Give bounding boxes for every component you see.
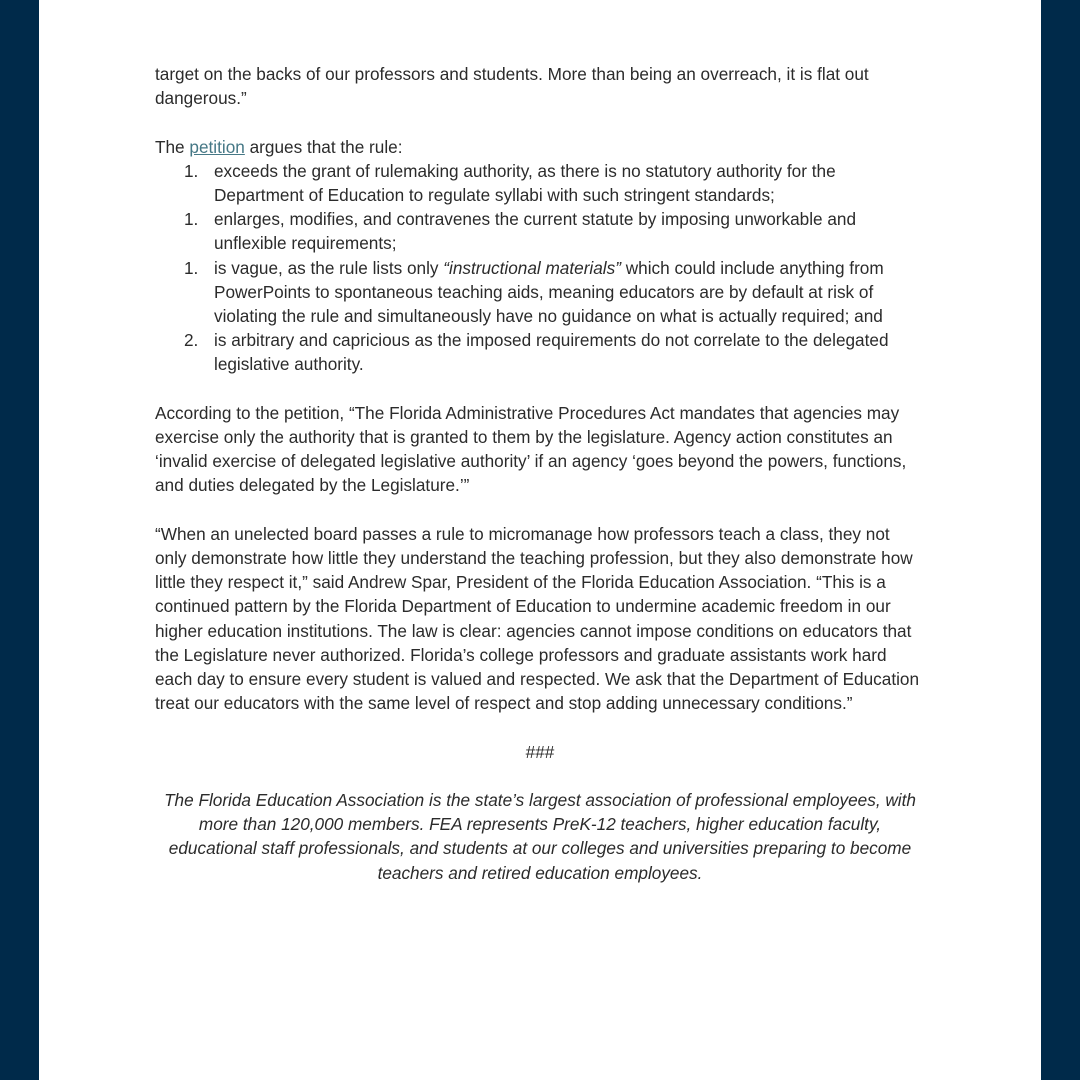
list-item-text-before: is vague, as the rule lists only	[214, 257, 444, 278]
list-item-italic-term: “instructional materials”	[443, 257, 621, 278]
list-number: 1.	[184, 160, 199, 181]
list-number: 1.	[184, 209, 199, 230]
document-page	[39, 0, 1041, 1080]
list-item	[184, 159, 925, 207]
list-item-text: enlarges, modifies, and contravenes the current statute by imposing unworkable and unflexible requirements;	[214, 209, 857, 254]
list-item-text: is arbitrary and capricious as the imposed requirements do not correlate to the delegated legislative authority.	[214, 330, 889, 375]
quote-continuation: target on the backs of our professors and students. More than being an overreach, it is flat out dangerous.”	[155, 64, 869, 109]
petition-intro-before: The	[155, 136, 190, 157]
fea-boilerplate: The Florida Education Association is the state’s largest association of professional employees, with more than 120,000 members. FEA represents PreK-12 teachers, higher education faculty, educational staff professionals, and students at our colleges and universities preparing to become teachers and retired education employees.	[164, 790, 916, 883]
list-item-text: exceeds the grant of rulemaking authority, as there is no statutory authority for the Department of Education to regulate syllabi with such stringent standards;	[214, 160, 836, 205]
petition-link[interactable]: petition	[189, 136, 245, 157]
list-number: 1.	[184, 257, 199, 278]
end-mark: ###	[525, 741, 555, 762]
list-number: 2.	[184, 330, 199, 351]
petition-arguments-list	[155, 159, 925, 377]
petition-intro-after: argues that the rule:	[244, 136, 403, 157]
list-item-text-after: which could include anything from PowerPoints to spontaneous teaching aids, meaning educators are by default at risk of violating the rule and simultaneously have no guidance on what is actually required; and	[214, 257, 884, 327]
spar-quote-paragraph: “When an unelected board passes a rule to micromanage how professors teach a class, they not only demonstrate how little they understand the teaching profession, but they also demonstrate how little they respect it,” said Andrew Spar, President of the Florida Education Association. “This is a continued pattern by the Florida Department of Education to undermine academic freedom in our higher education institutions. The law is clear: agencies cannot impose conditions on educators that the Legislature never authorized. Florida’s college professors and graduate assistants work hard each day to ensure every student is valued and respected. We ask that the Department of Education treat our educators with the same level of respect and stop adding unnecessary conditions.”	[155, 523, 920, 714]
list-item	[184, 207, 925, 255]
list-item	[184, 328, 925, 376]
list-item	[184, 256, 925, 329]
document-body	[155, 62, 925, 885]
petition-intro	[155, 135, 925, 159]
according-paragraph: According to the petition, “The Florida Administrative Procedures Act mandates that agencies may exercise only the authority that is granted to them by the legislature. Agency action constitutes an ‘invalid exercise of delegated legislative authority’ if an agency ‘goes beyond the powers, functions, and duties delegated by the Legislature.’”	[155, 402, 907, 496]
